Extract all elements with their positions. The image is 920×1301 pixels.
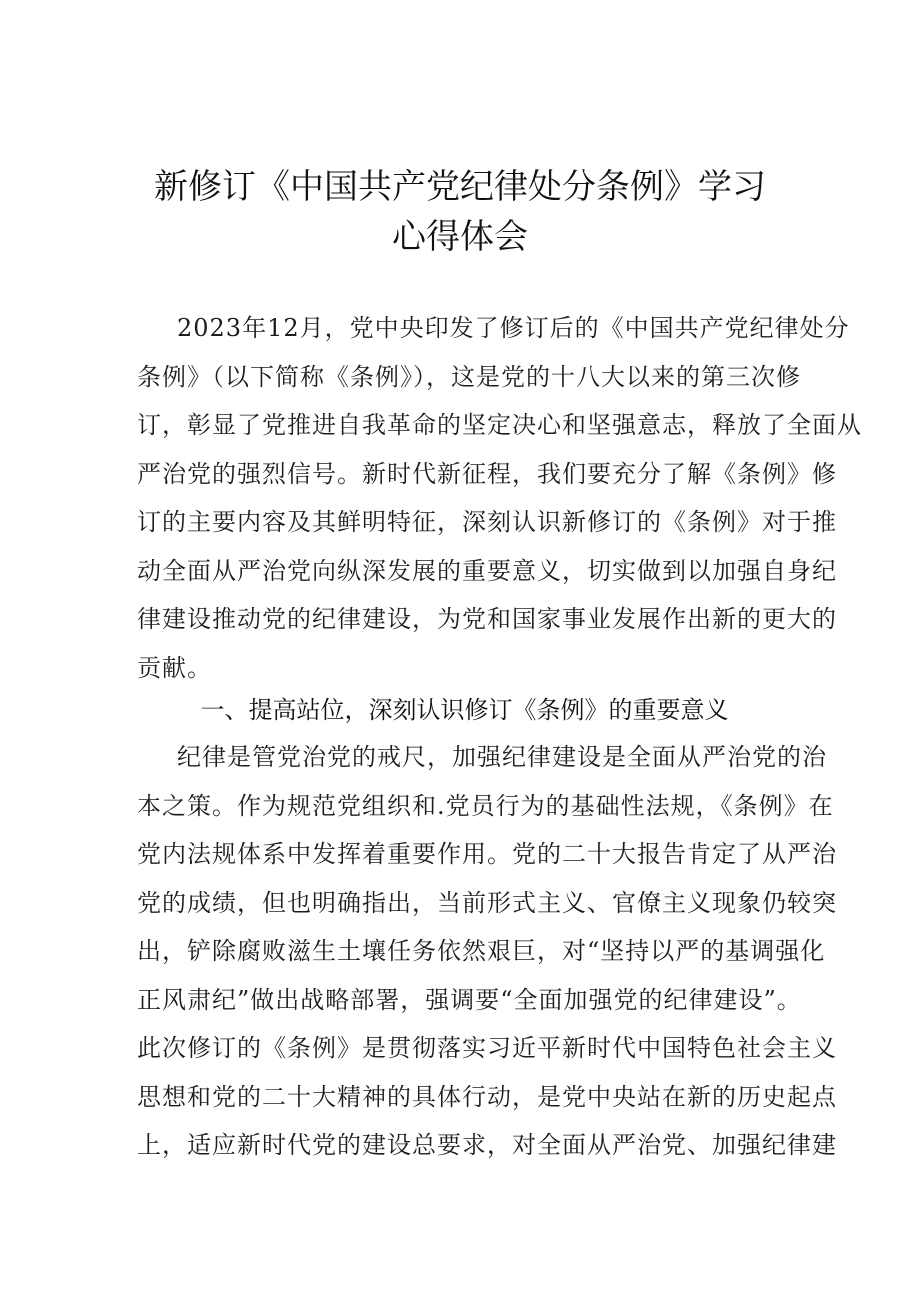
paragraph-line: 纪律是管党治党的戒尺，加强纪律建设是全面从严治党的治 <box>177 743 827 771</box>
paragraph-line: 严治党的强烈信号。新时代新征程，我们要充分了解《条例》修 <box>137 459 837 488</box>
paragraph-line: 律建设推动党的纪律建设，为党和国家事业发展作出新的更大的 <box>137 605 837 633</box>
paragraph-line: 思想和党的二十大精神的具体行动，是党中央站在新的历史起点 <box>137 1082 837 1111</box>
paragraph-line: 订，彰显了党推进自我革命的坚定决心和坚强意志，释放了全面从 <box>137 411 862 439</box>
paragraph-line: 党的成绩，但也明确指出，当前形式主义、官僚主义现象仍较突 <box>137 888 837 917</box>
paragraph-line: 本之策。作为规范党组织和.党员行为的基础性法规，《条例》在 <box>137 791 834 820</box>
section-heading: 一、提高站位，深刻认识修订《条例》的重要意义 <box>200 696 729 724</box>
section-paragraph <box>137 733 837 1170</box>
paragraph-line: 正风肃纪”做出战略部署，强调要“全面加强党的纪律建设”。 <box>137 985 802 1014</box>
paragraph-line: 贡献。 <box>137 653 212 682</box>
paragraph-line: 党内法规体系中发挥着重要作用。党的二十大报告肯定了从严治 <box>137 840 837 868</box>
paragraph-line: 上，适应新时代党的建设总要求，对全面从严治党、加强纪律建 <box>137 1131 837 1159</box>
paragraph-line: 动全面从严治党向纵深发展的重要意义，切实做到以加强自身纪 <box>137 556 837 585</box>
document-title-line-2: 心得体会 <box>392 217 528 257</box>
paragraph-line: 2023年12月，党中央印发了修订后的《中国共产党纪律处分 <box>177 314 850 342</box>
paragraph-line: 此次修订的《条例》是贯彻落实习近平新时代中国特色社会主义 <box>137 1034 837 1062</box>
document-title-line-1: 新修订《中国共产党纪律处分条例》学习 <box>154 167 766 207</box>
paragraph-line: 订的主要内容及其鲜明特征，深刻认识新修订的《条例》对于推 <box>137 508 837 536</box>
paragraph-line: 条例》（以下简称《条例》），这是党的十八大以来的第三次修 <box>137 362 801 391</box>
paragraph-line: 出，铲除腐败滋生土壤任务依然艰巨，对“坚持以严的基调强化 <box>137 937 826 965</box>
intro-paragraph <box>137 304 862 692</box>
